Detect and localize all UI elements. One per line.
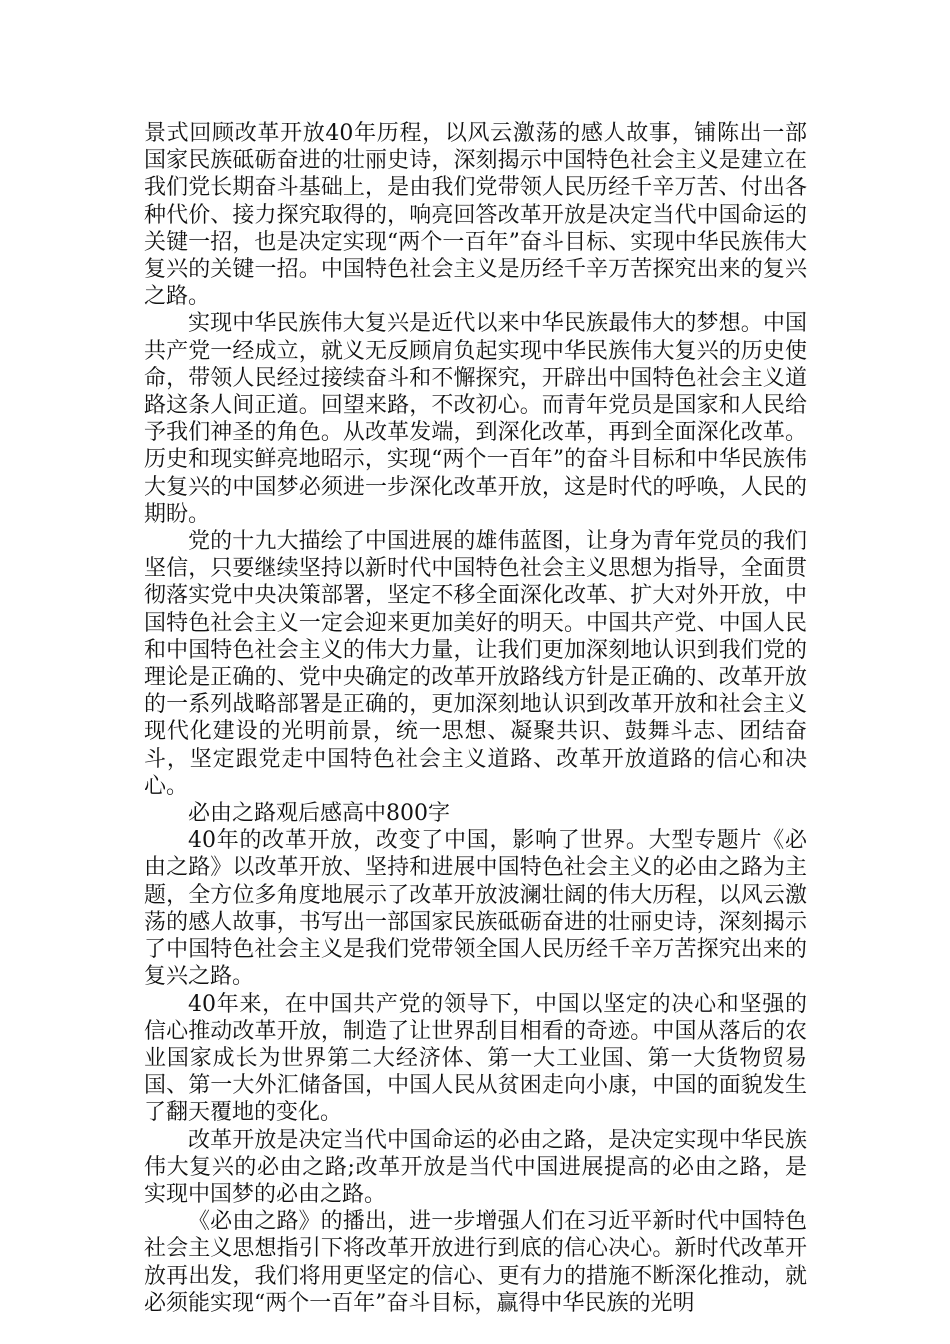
paragraph-continuation: 景式回顾改革开放40年历程，以风云激荡的感人故事，铺陈出一部国家民族砥砺奋进的壮丽史诗，深刻揭示中国特色社会主义是建立在我们党长期奋斗基础上，是由我们党带领人民历经千辛万苦、付出各种代价、接力探究取得的，响亮回答改革开放是决定当代中国命运的关键一招，也是决定实现“两个一百年”奋斗目标、实现中华民族伟大复兴的关键一招。中国特色社会主义是历经千辛万苦探究出来的复兴之路。: [144, 121, 807, 310]
paragraph: 《必由之路》的播出，进一步增强人们在习近平新时代中国特色社会主义思想指引下将改革开放进行到底的信心决心。新时代改革开放再出发，我们将用更坚定的信心、更有力的措施不断深化推动，就必须能实现“两个一百年”奋斗目标，赢得中华民族的光明: [144, 1209, 807, 1316]
paragraph: 改革开放是决定当代中国命运的必由之路，是决定实现中华民族伟大复兴的必由之路;改革开放是当代中国进展提高的必由之路，是实现中国梦的必由之路。: [144, 1127, 807, 1207]
paragraph: 40年的改革开放，改变了中国，影响了世界。大型专题片《必由之路》以改革开放、坚持和进展中国特色社会主义的必由之路为主题，全方位多角度地展示了改革开放波澜壮阔的伟大历程，以风云激荡的感人故事，书写出一部国家民族砥砺奋进的壮丽史诗，深刻揭示了中国特色社会主义是我们党带领全国人民历经千辛万苦探究出来的复兴之路。: [144, 828, 807, 990]
section-title: 必由之路观后感高中800字: [188, 801, 450, 827]
document-page: [144, 120, 807, 1317]
paragraph: 40年来，在中国共产党的领导下，中国以坚定的决心和坚强的信心推动改革开放，制造了让世界刮目相看的奇迹。中国从落后的农业国家成长为世界第二大经济体、第一大工业国、第一大货物贸易国、第一大外汇储备国，中国人民从贫困走向小康，中国的面貌发生了翻天覆地的变化。: [144, 991, 807, 1126]
paragraph: 实现中华民族伟大复兴是近代以来中华民族最伟大的梦想。中国共产党一经成立，就义无反顾肩负起实现中华民族伟大复兴的历史使命，带领人民经过接续奋斗和不懈探究，开辟出中国特色社会主义道路这条人间正道。回望来路，不改初心。而青年党员是国家和人民给予我们神圣的角色。从改革发端，到深化改革，再到全面深化改革。历史和现实鲜亮地昭示，实现“两个一百年”的奋斗目标和中华民族伟大复兴的中国梦必须进一步深化改革开放，这是时代的呼唤，人民的期盼。: [144, 311, 807, 527]
paragraph: 党的十九大描绘了中国进展的雄伟蓝图，让身为青年党员的我们坚信，只要继续坚持以新时代中国特色社会主义思想为指导，全面贯彻落实党中央决策部署，坚定不移全面深化改革、扩大对外开放，中国特色社会主义一定会迎来更加美好的明天。中国共产党、中国人民和中国特色社会主义的伟大力量，让我们更加深刻地认识到我们党的理论是正确的、党中央确定的改革开放路线方针是正确的、改革开放的一系列战略部署是正确的，更加深刻地认识到改革开放和社会主义现代化建设的光明前景，统一思想、凝聚共识、鼓舞斗志、团结奋斗，坚定跟党走中国特色社会主义道路、改革开放道路的信心和决心。: [144, 529, 807, 799]
